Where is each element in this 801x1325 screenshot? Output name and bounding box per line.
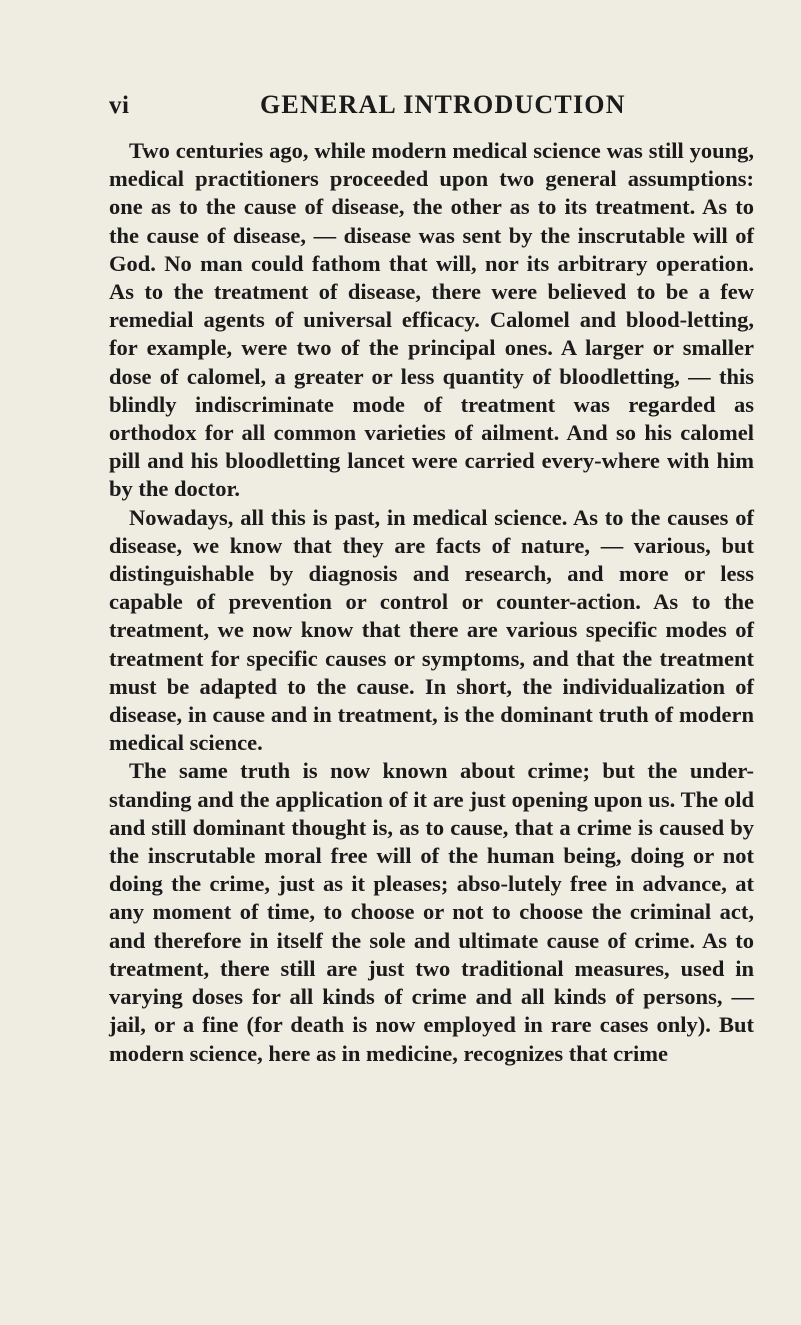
body-text: [109, 137, 754, 1068]
chapter-title: GENERAL INTRODUCTION: [260, 90, 626, 119]
paragraph-crime: The same truth is now known about crime; but the under-standing and the application of it are just opening upon us. The old and still dominant thought is, as to cause, that a crime is caused by the inscrutable moral free will of the human being, doing or not doing the crime, just as it pleases; abso-lutely free in advance, at any moment of time, to choose or not to choose the criminal act, and therefore in itself the sole and ultimate cause of crime. As to treatment, there still are just two traditional measures, used in varying doses for all kinds of crime and all kinds of persons, — jail, or a fine (for death is now employed in rare cases only). But modern science, here as in medicine, recognizes that crime: [109, 758, 754, 1066]
paragraph-medical-history: Two centuries ago, while modern medical science was still young, medical practitioners proceeded upon two general assumptions: one as to the cause of disease, the other as to its treatment. As to the cause of disease, — disease was sent by the inscrutable will of God. No man could fathom that will, nor its arbitrary operation. As to the treatment of disease, there were believed to be a few remedial agents of universal efficacy. Calomel and blood-letting, for example, were two of the principal ones. A larger or smaller dose of calomel, a greater or less quantity of bloodletting, — this blindly indiscriminate mode of treatment was regarded as orthodox for all common varieties of ailment. And so his calomel pill and his bloodletting lancet were carried every-where with him by the doctor.: [109, 138, 754, 502]
paragraph-modern-medicine: Nowadays, all this is past, in medical science. As to the causes of disease, we know that they are facts of nature, — various, but distinguishable by diagnosis and research, and more or less capable of prevention or control or counter-action. As to the treatment, we now know that there are various specific modes of treatment for specific causes or symptoms, and that the treatment must be adapted to the cause. In short, the individualization of disease, in cause and in treatment, is the dominant truth of modern medical science.: [109, 504, 754, 756]
page-number: vi: [109, 92, 130, 119]
running-head: [109, 86, 749, 126]
